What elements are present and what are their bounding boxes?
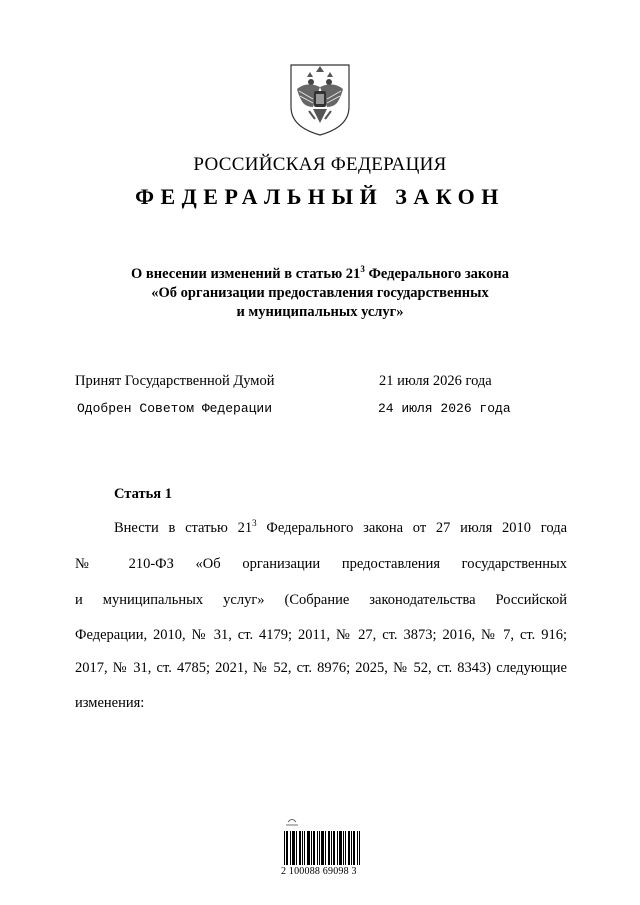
article-line-2: № 210-ФЗ «Об организации предоставления государственных xyxy=(75,556,567,572)
article-heading: Статья 1 xyxy=(114,486,172,502)
council-approval-label: Одобрен Советом Федерации xyxy=(77,401,273,416)
duma-adoption-label: Принят Государственной Думой xyxy=(75,373,275,389)
title-line-3: и муниципальных услуг» xyxy=(236,304,404,320)
article-line-1: Внести в статью $21^3$ Федерального закона от 27 июля 2010 года xyxy=(114,518,568,536)
law-title xyxy=(0,265,640,322)
article-line-4: Федерации, 2010, № 31, ст. 4179; 2011, № 27, ст. 3873; 2016, № 7, ст. 916; xyxy=(75,627,567,643)
title-line-1: О внесении изменений в статью $21^3$ Федерального закона xyxy=(131,264,509,282)
document-type: ФЕДЕРАЛЬНЫЙ ЗАКОН xyxy=(135,184,505,209)
article-line-3: и муниципальных услуг» (Собрание законодательства Российской xyxy=(75,592,567,608)
country-name: РОССИЙСКАЯ ФЕДЕРАЦИЯ xyxy=(193,154,447,175)
title-line-2: «Об организации предоставления государственных xyxy=(151,285,489,301)
article-line-5: 2017, № 31, ст. 4785; 2021, № 52, ст. 8976; 2025, № 52, ст. 8343) следующие xyxy=(75,660,567,676)
council-approval-date: 24 июля 2026 года xyxy=(378,401,511,416)
barcode-number: 2 100088 69098 3 xyxy=(281,866,357,877)
article-line-6: изменения: xyxy=(75,695,145,711)
duma-adoption-date: 21 июля 2026 года xyxy=(379,373,492,389)
russian-coat-of-arms-icon xyxy=(287,63,353,137)
